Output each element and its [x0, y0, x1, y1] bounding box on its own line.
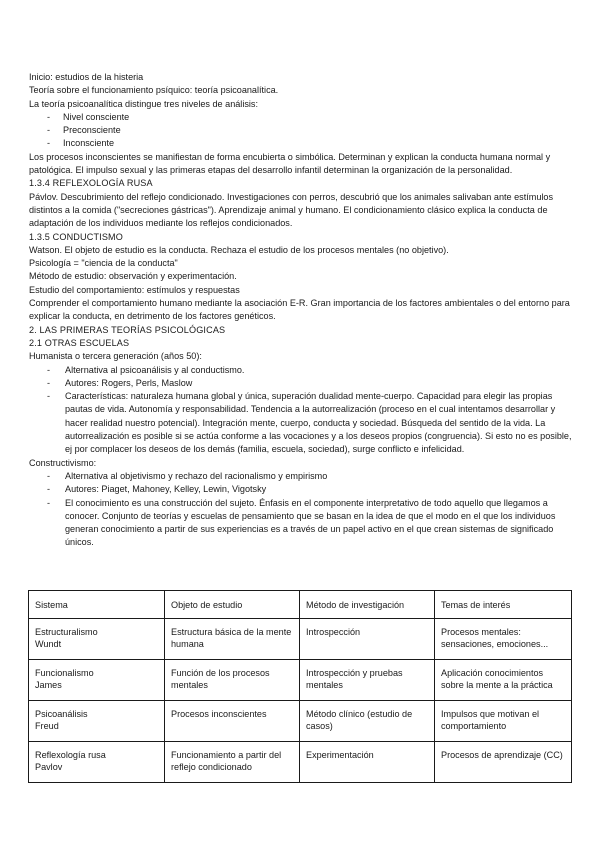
paragraph-teoria: Teoría sobre el funcionamiento psíquico: teoría psicoanalítica. [29, 85, 279, 96]
table-cell-metodo: Experimentación [300, 742, 435, 783]
table-cell-sistema [29, 660, 165, 701]
table-cell-metodo: Introspección [300, 619, 435, 660]
paragraph-watson: Watson. El objeto de estudio es la conducta. Rechaza el estudio de los procesos mentales (no objetivo). [29, 244, 449, 255]
table-cell-objeto: Procesos inconscientes [165, 701, 300, 742]
sistema-name: Reflexología rusa [35, 750, 106, 760]
table-cell-objeto: Estructura básica de la mente humana [165, 619, 300, 660]
table-cell-temas: Aplicación conocimientos sobre la mente a la práctica [435, 660, 572, 701]
schools-table [28, 590, 572, 783]
section-heading-conductismo: 1.3.5 CONDUCTISMO [29, 231, 124, 242]
table-cell-metodo: Introspección y pruebas mentales [300, 660, 435, 701]
section-heading-otras-escuelas: 2.1 OTRAS ESCUELAS [29, 337, 130, 348]
table-cell-temas: Impulsos que motivan el comportamiento [435, 701, 572, 742]
sistema-author: Freud [35, 721, 59, 731]
constructivismo-list [29, 470, 572, 550]
table-cell-metodo: Método clínico (estudio de casos) [300, 701, 435, 742]
table-cell-sistema [29, 742, 165, 783]
document-body [29, 71, 572, 550]
list-item: - Características: naturaleza humana global y única, superación dualidad mente-cuerpo. Capacidad para elegir las propias pautas de vida. Autonomía y responsabilidad. Tendencia a la autorrealización (proceso en el cual intentamos desarrollar y hacer realidad nuestro potencial). Integración mente, cuerpo, conducta y sociedad. Búsqueda del sentido de la vida. La autorrealización es posible si se actúa conforme a las vocaciones y a los deseos propios (congruencia). Si esto no es posible, ej por complacer los deseos de los demás (familia, escuela, sociedad), surge conflicto e infelicidad. [29, 390, 572, 456]
table-header-cell: Método de investigación [300, 591, 435, 619]
paragraph-psicologia: Psicología = "ciencia de la conducta" [29, 258, 178, 269]
section-heading-primeras-teorias: 2. LAS PRIMERAS TEORÍAS PSICOLÓGICAS [29, 324, 226, 335]
paragraph-estudio: Estudio del comportamiento: estímulos y respuestas [29, 284, 240, 295]
sistema-name: Psicoanálisis [35, 709, 88, 719]
sistema-name: Funcionalismo [35, 668, 94, 678]
paragraph-distingue: La teoría psicoanalítica distingue tres niveles de análisis: [29, 98, 258, 109]
section-heading-reflexologia: 1.3.4 REFLEXOLOGÍA RUSA [29, 178, 153, 189]
list-item: - El conocimiento es una construcción del sujeto. Énfasis en el componente interpretativo de todo aquello que llegamos a conocer. Conjunto de teorías y escuelas de pensamiento que se basan en la idea de que el modo en el que los individuos generan conocimiento a partir de sus experiencias es a través de un papel activo en el que crean sistemas de significado únicos. [29, 497, 572, 550]
table-header-cell: Temas de interés [435, 591, 572, 619]
table-cell-sistema [29, 619, 165, 660]
sistema-author: James [35, 680, 62, 690]
niveles-list [29, 111, 572, 151]
table-row [29, 619, 572, 660]
sistema-author: Wundt [35, 639, 62, 649]
humanista-list [29, 364, 572, 457]
list-item: - Nivel consciente [29, 111, 572, 124]
paragraph-humanista: Humanista o tercera generación (años 50): [29, 351, 202, 362]
paragraph-comprender: Comprender el comportamiento humano mediante la asociación E-R. Gran importancia de los factores ambientales o del entorno para explicar la conducta, en detrimento de los factores genéticos. [29, 298, 570, 322]
table-header-row [29, 591, 572, 619]
table-header-cell: Sistema [29, 591, 165, 619]
list-item: - Alternativa al psicoanálisis y al conductismo. [29, 364, 572, 377]
table-cell-temas: Procesos de aprendizaje (CC) [435, 742, 572, 783]
table-cell-temas: Procesos mentales: sensaciones, emociones... [435, 619, 572, 660]
list-item: - Alternativa al objetivismo y rechazo del racionalismo y empirismo [29, 470, 572, 483]
paragraph-constructivismo: Constructivismo: [29, 457, 97, 468]
sistema-name: Estructuralismo [35, 627, 98, 637]
list-item: - Inconsciente [29, 137, 572, 150]
paragraph-metodo: Método de estudio: observación y experimentación. [29, 271, 237, 282]
table-row [29, 742, 572, 783]
list-item: - Autores: Piaget, Mahoney, Kelley, Lewin, Vigotsky [29, 483, 572, 496]
table-row [29, 660, 572, 701]
list-item: - Preconsciente [29, 124, 572, 137]
paragraph-procesos-inconscientes: Los procesos inconscientes se manifiestan de forma encubierta o simbólica. Determinan y explican la conducta humana normal y patológica. El impulso sexual y las primeras etapas del desarrollo infantil determinan la organización de la personalidad. [29, 151, 551, 176]
list-item: - Autores: Rogers, Perls, Maslow [29, 377, 572, 390]
table-cell-objeto: Función de los procesos mentales [165, 660, 300, 701]
table-cell-objeto: Funcionamiento a partir del reflejo condicionado [165, 742, 300, 783]
paragraph-pavlov: Pávlov. Descubrimiento del reflejo condicionado. Investigaciones con perros, descubrió que los animales salivaban ante estímulos distintos a la comida ("secreciones gástricas"). Aprendizaje animal y humano. El condicionamiento clásico explica la conducta de adaptación de los individuos mediante los reflejos condicionados. [29, 191, 554, 229]
paragraph-inicio: Inicio: estudios de la histeria [29, 72, 144, 82]
sistema-author: Pavlov [35, 762, 63, 772]
table-row [29, 701, 572, 742]
table-header-cell: Objeto de estudio [165, 591, 300, 619]
table-cell-sistema [29, 701, 165, 742]
